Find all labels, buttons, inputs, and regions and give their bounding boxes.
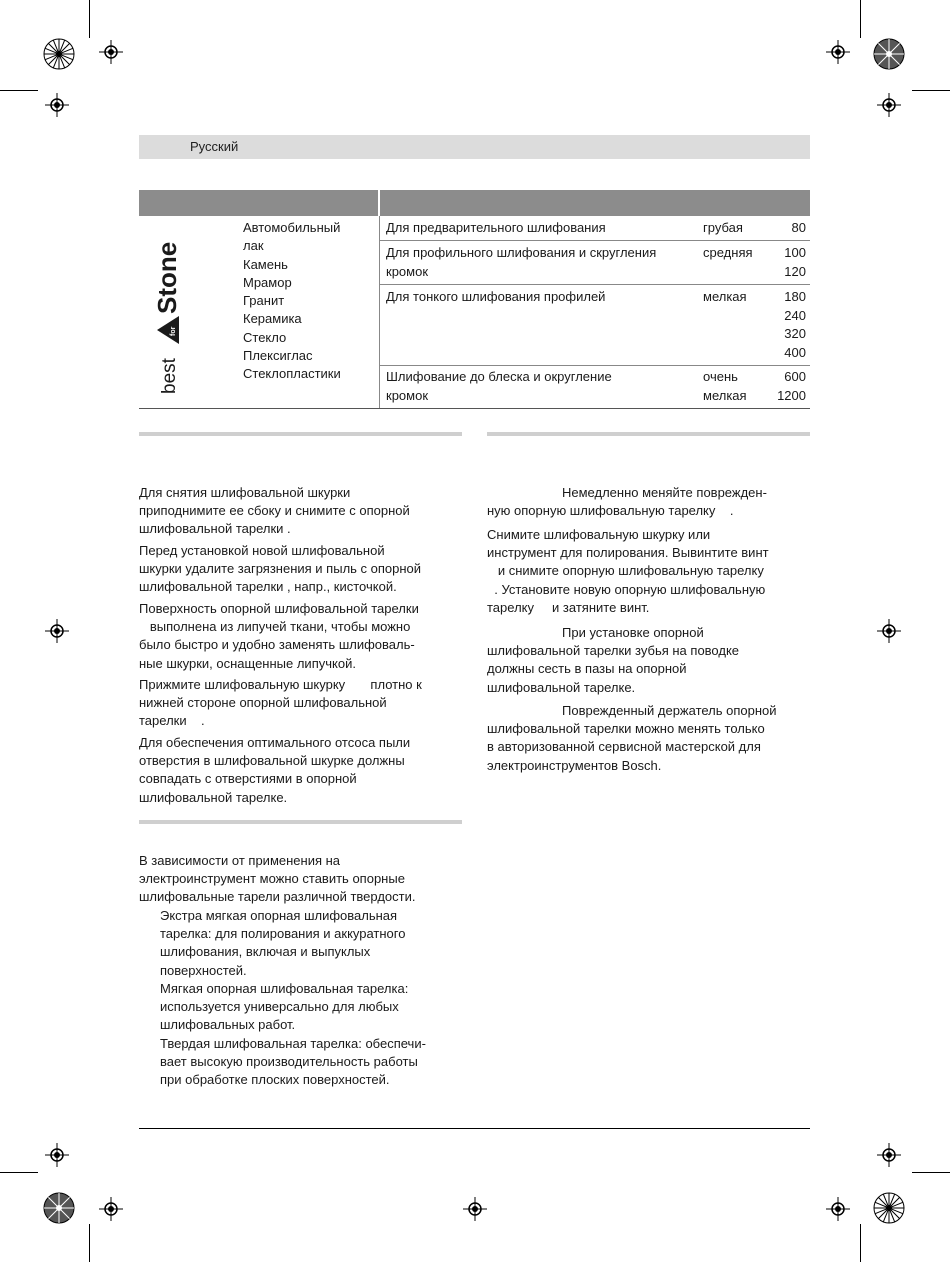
table-header-divider xyxy=(378,190,380,216)
crop-line xyxy=(89,1224,90,1262)
grit-values: 600 1200 xyxy=(777,369,806,403)
color-rosette-icon xyxy=(873,38,905,70)
materials-list xyxy=(243,219,341,384)
grit-grade: мелкая xyxy=(703,289,747,304)
language-label: Русский xyxy=(190,139,239,154)
paragraph: В зависимости от применения на электроинструмент можно ставить опорные шлифовальные тарели различной твердости. xyxy=(139,853,416,905)
grit-application: Шлифование до блеска и округление кромок xyxy=(386,369,612,403)
material-item: Камень xyxy=(243,256,288,272)
table-row-rule xyxy=(380,365,810,366)
best-for-stone-logo xyxy=(143,220,187,398)
registration-mark-icon xyxy=(826,1197,850,1221)
registration-mark-icon xyxy=(877,619,901,643)
table-column-divider xyxy=(379,216,380,408)
registration-mark-icon xyxy=(45,93,69,117)
material-item: лак xyxy=(243,238,264,254)
logo-for-text: for xyxy=(170,326,177,336)
table-bottom-rule xyxy=(139,408,810,409)
table-row-rule xyxy=(380,240,810,241)
crop-line xyxy=(0,90,38,91)
material-item: Керамика xyxy=(243,311,302,327)
material-item: Плексиглас xyxy=(243,348,313,364)
grit-application: Для тонкого шлифования профилей xyxy=(386,289,606,304)
crop-line xyxy=(0,1172,38,1173)
section-rule xyxy=(139,432,462,436)
registration-mark-icon xyxy=(826,40,850,64)
section-rule xyxy=(487,432,810,436)
language-header-bar xyxy=(139,135,810,159)
crop-line xyxy=(860,0,861,38)
registration-mark-icon xyxy=(45,619,69,643)
registration-mark-icon xyxy=(45,1143,69,1167)
paragraph: Поврежденный держатель опорной шлифовальной тарелки можно менять только в авторизованной сервисной мастерской для электроинструментов Bosch. xyxy=(487,703,777,773)
paragraph: Для снятия шлифовальной шкурки приподнимите ее сбоку и снимите с опорной шлифовальной тарелки . xyxy=(139,485,410,537)
registration-mark-icon xyxy=(99,1197,123,1221)
material-item: Стеклопластики xyxy=(243,366,341,382)
paragraph: Для обеспечения оптимального отсоса пыли отверстия в шлифовальной шкурке должны совпадать с отверстиями в опорной шлифовальной тарелке. xyxy=(139,735,411,805)
list-item: Твердая шлифовальная тарелка: обеспечи- вает высокую производительность работы при обработке плоских поверхностей. xyxy=(160,1036,426,1088)
crop-line xyxy=(89,0,90,38)
registration-mark-icon xyxy=(877,93,901,117)
table-row-rule xyxy=(380,284,810,285)
color-rosette-icon xyxy=(43,1192,75,1224)
color-rosette-icon xyxy=(873,1192,905,1224)
list-item: Экстра мягкая опорная шлифовальная тарелка: для полирования и аккуратного шлифования, включая и выпуклых поверхностей. xyxy=(160,908,406,978)
list-item: Мягкая опорная шлифовальная тарелка: используется универсально для любых шлифовальных работ. xyxy=(160,981,409,1033)
section-rule xyxy=(139,820,462,824)
grit-values: 80 xyxy=(791,220,806,235)
grit-grade: средняя xyxy=(703,245,753,260)
crop-line xyxy=(860,1224,861,1262)
color-rosette-icon xyxy=(43,38,75,70)
registration-mark-icon xyxy=(99,40,123,64)
registration-mark-icon xyxy=(463,1197,487,1221)
material-item: Стекло xyxy=(243,329,287,345)
paragraph: Немедленно меняйте поврежден- ную опорную шлифовальную тарелку . xyxy=(487,485,767,519)
registration-mark-icon xyxy=(877,1143,901,1167)
paragraph: Перед установкой новой шлифовальной шкурки удалите загрязнения и пыль с опорной шлифовальной тарелки , напр., кисточкой. xyxy=(139,543,422,595)
grit-grade: очень мелкая xyxy=(703,369,747,403)
logo-best-text: best xyxy=(159,358,180,394)
paragraph: Прижмите шлифовальную шкурку плотно к нижней стороне опорной шлифовальной тарелки . xyxy=(139,677,422,729)
material-item: Гранит xyxy=(243,293,285,309)
paragraph: Поверхность опорной шлифовальной тарелки выполнена из липучей ткани, чтобы можно было быстро и удобно заменять шлифоваль- ные шкурки, оснащенные липучкой. xyxy=(139,601,419,671)
material-item: Мрамор xyxy=(243,274,292,290)
paragraph: Снимите шлифовальную шкурку или инструмент для полирования. Вывинтите винт и снимите опорную шлифовальную тарелку . Установите новую опорную шлифовальную тарелку и затяните винт. xyxy=(487,527,769,615)
grit-application: Для предварительного шлифования xyxy=(386,220,606,235)
logo-stone-text: Stone xyxy=(152,241,182,314)
grit-application: Для профильного шлифования и скругления кромок xyxy=(386,245,657,279)
grit-values: 100 120 xyxy=(784,245,806,279)
grit-grade: грубая xyxy=(703,220,743,235)
crop-line xyxy=(912,90,950,91)
material-item: Автомобильный xyxy=(243,220,341,235)
grit-values: 180 240 320 400 xyxy=(784,289,806,360)
footer-rule xyxy=(139,1128,810,1129)
table-header-bar xyxy=(139,190,810,216)
crop-line xyxy=(912,1172,950,1173)
paragraph: При установке опорной шлифовальной тарелки зубья на поводке должны сесть в пазы на опорной шлифовальной тарелке. xyxy=(487,625,740,695)
